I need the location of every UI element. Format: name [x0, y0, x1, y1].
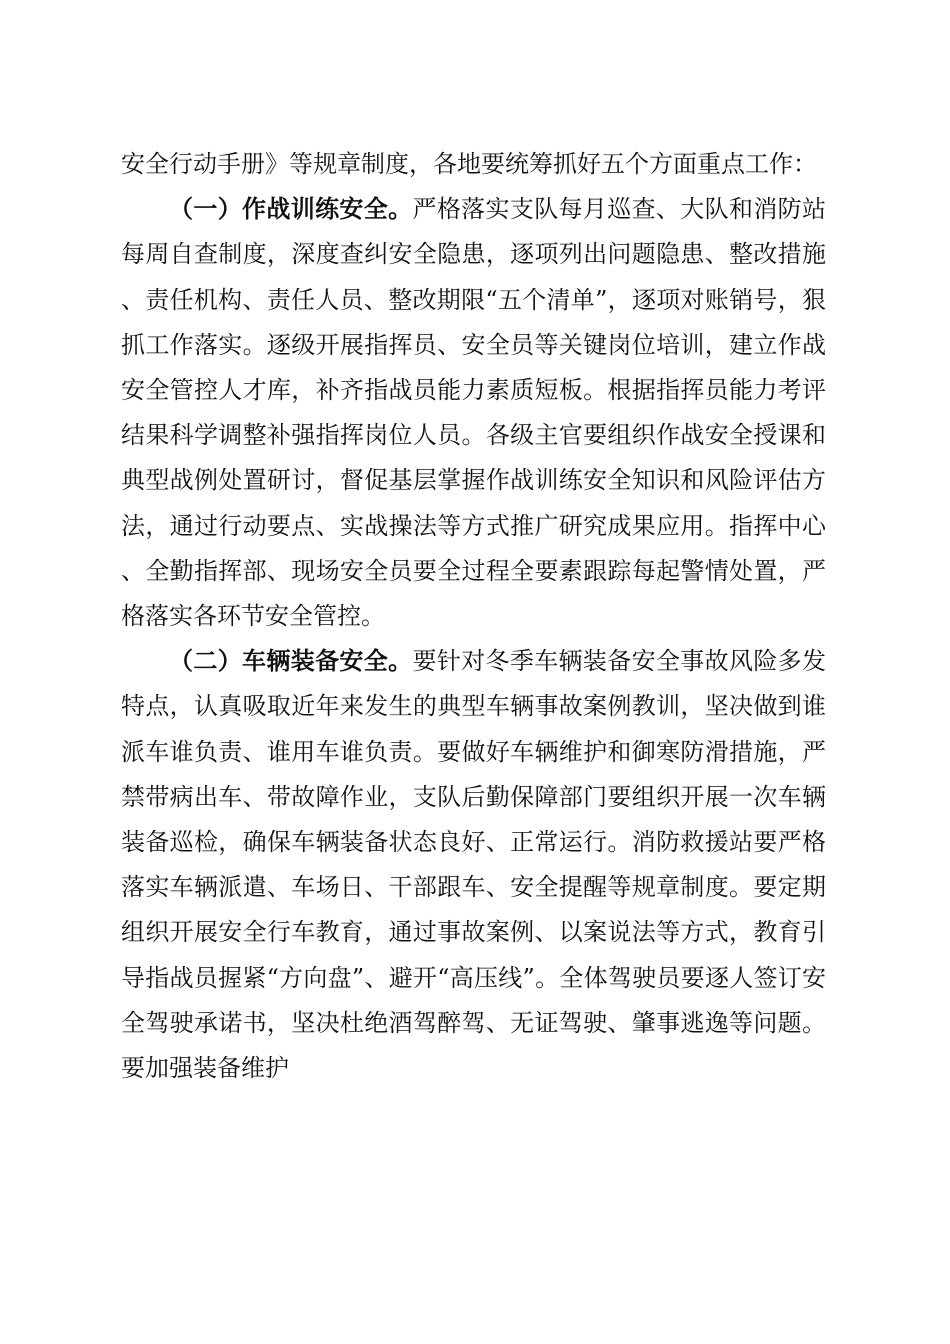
section-heading-vehicle-equipment: （二）车辆装备安全。: [169, 647, 413, 676]
paragraph-combat-training-text: 严格落实支队每月巡查、大队和消防站每周自查制度，深度查纠安全隐患，逐项列出问题隐患、整改措施、责任机构、责任人员、整改期限“五个清单”，逐项对账销号，狠抓工作落实。逐级开展指挥员、安全员等关键岗位培训，建立作战安全管控人才库，补齐指战员能力素质短板。根据指挥员能力考评结果科学调整补强指挥岗位人员。各级主官要组织作战安全授课和典型战例处置研讨，督促基层掌握作战训练安全知识和风险评估方法，通过行动要点、实战操法等方式推广研究成果应用。指挥中心、全勤指挥部、现场安全员要全过程全要素跟踪每起警情处置，严格落实各环节安全管控。: [121, 195, 827, 631]
paragraph-combat-training-safety: [121, 187, 826, 639]
document-body: [121, 142, 826, 1091]
paragraph-vehicle-equipment-safety: [121, 639, 826, 1091]
paragraph-vehicle-equipment-text: 要针对冬季车辆装备安全事故风险多发特点，认真吸取近年来发生的典型车辆事故案例教训，坚决做到谁派车谁负责、谁用车谁负责。要做好车辆维护和御寒防滑措施，严禁带病出车、带故障作业，支队后勤保障部门要组织开展一次车辆装备巡检，确保车辆装备状态良好、正常运行。消防救援站要严格落实车辆派遣、车场日、干部跟车、安全提醒等规章制度。要定期组织开展安全行车教育，通过事故案例、以案说法等方式，教育引导指战员握紧“方向盘”、避开“高压线”。全体驾驶员要逐人签订安全驾驶承诺书，坚决杜绝酒驾醉驾、无证驾驶、肇事逃逸等问题。要加强装备维护: [121, 647, 827, 1083]
paragraph-intro-text: 安全行动手册》等规章制度，各地要统筹抓好五个方面重点工作：: [121, 150, 817, 178]
section-heading-combat-training: （一）作战训练安全。: [169, 195, 413, 224]
paragraph-intro: [121, 142, 826, 187]
